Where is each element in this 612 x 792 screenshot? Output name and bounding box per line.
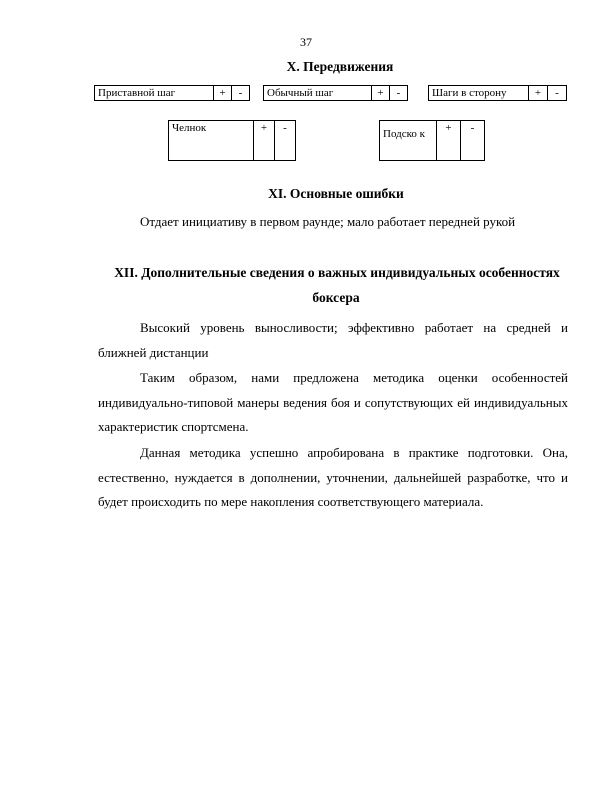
minus-mark: - (461, 121, 485, 161)
movement-label: Подско к (380, 121, 437, 161)
minus-mark: - (548, 86, 567, 101)
minus-mark: - (275, 121, 296, 161)
section-heading-errors: XI. Основные ошибки (268, 186, 404, 201)
minus-mark: - (232, 86, 250, 101)
movement-table-hop (379, 120, 485, 161)
section-heading-extra-continued: боксера (312, 290, 360, 305)
movement-table-shuttle (168, 120, 296, 161)
movement-table-normal-step (263, 85, 408, 101)
plus-mark: + (254, 121, 275, 161)
section-heading-movements: X. Передвижения (286, 59, 394, 74)
paragraph: Высокий уровень выносливости; эффективно работает на средней и ближней дистанции (98, 320, 568, 360)
plus-mark: + (372, 86, 390, 101)
movement-label: Обычный шаг (264, 86, 372, 101)
movement-label: Челнок (169, 121, 254, 161)
minus-mark: - (390, 86, 408, 101)
paragraph: Таким образом, нами предложена методика оценки особенностей индивидуально-типовой манеры ведения боя и сопутствующих ей индивидуальных характеристик спортсмена. (98, 370, 568, 434)
paragraph: Данная методика успешно апробирована в практике подготовки. Она, естественно, нуждается в дополнении, уточнении, дальнейшей разработке, что и будет происходить по мере накопления соответствующего материала. (98, 445, 568, 509)
movement-table-side-step (94, 85, 250, 101)
movement-label: Шаги в сторону (429, 86, 529, 101)
movement-table-side-steps (428, 85, 567, 101)
section-heading-extra: XII. Дополнительные сведения о важных индивидуальных особенностях (114, 265, 560, 280)
plus-mark: + (529, 86, 548, 101)
errors-text: Отдает инициативу в первом раунде; мало работает передней рукой (140, 214, 516, 229)
page-number: 37 (300, 35, 312, 49)
plus-mark: + (214, 86, 232, 101)
movement-label: Приставной шаг (95, 86, 214, 101)
plus-mark: + (437, 121, 461, 161)
